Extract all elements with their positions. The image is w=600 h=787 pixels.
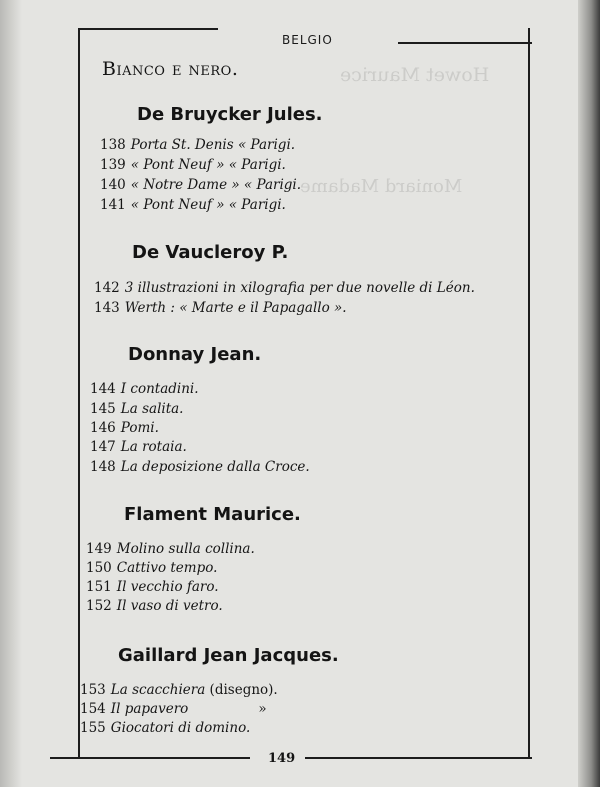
page-number: 149 — [268, 751, 296, 766]
entry-note: (disegno). — [209, 682, 278, 698]
artist-heading: Donnay Jean. — [128, 344, 262, 365]
entry-title: Giocatori di domino. — [110, 720, 251, 736]
catalog-entry — [90, 381, 199, 397]
entry-number: 148 — [90, 459, 116, 475]
artist-heading: Flament Maurice. — [124, 504, 301, 525]
entry-number: 142 — [94, 280, 120, 296]
catalog-entry — [86, 541, 255, 557]
ditto-mark: » — [258, 701, 267, 717]
entry-title: Il vecchio faro. — [116, 579, 219, 595]
catalog-entry — [94, 280, 475, 296]
book-spine — [578, 0, 600, 787]
catalog-entry — [90, 420, 159, 436]
entry-title: 3 illustrazioni in xilografia per due novelle di Léon. — [124, 280, 475, 296]
entry-title: La rotaia. — [120, 439, 187, 455]
catalog-entry — [100, 137, 295, 153]
entry-number: 146 — [90, 420, 116, 436]
catalog-entry — [100, 157, 286, 173]
show-through-text: Moniard Madame — [300, 176, 463, 197]
frame-rule-bottom-right — [305, 757, 532, 759]
entry-number: 144 — [90, 381, 116, 397]
entry-number: 140 — [100, 177, 126, 193]
entry-title: I contadini. — [120, 381, 199, 397]
catalog-entry — [90, 401, 183, 417]
entry-title: La salita. — [120, 401, 184, 417]
running-head: BELGIO — [282, 33, 333, 47]
entry-number: 149 — [86, 541, 112, 557]
entry-title: Il vaso di vetro. — [116, 598, 223, 614]
catalog-entry — [94, 300, 347, 316]
entry-number: 147 — [90, 439, 116, 455]
entry-number: 145 — [90, 401, 116, 417]
entry-title: Il papavero — [110, 701, 189, 717]
artist-heading: Gaillard Jean Jacques. — [118, 645, 339, 666]
entry-title: Pomi. — [120, 420, 159, 436]
catalog-entry — [86, 560, 217, 576]
entry-number: 151 — [86, 579, 112, 595]
entry-number: 154 — [80, 701, 106, 717]
catalog-entry — [86, 579, 219, 595]
entry-number: 153 — [80, 682, 106, 698]
artist-heading: De Bruycker Jules. — [137, 104, 323, 125]
entry-title: La deposizione dalla Croce. — [120, 459, 310, 475]
entry-title: « Pont Neuf » « Parigi. — [130, 197, 286, 213]
show-through-text: Howet Maurice — [340, 64, 490, 86]
section-title: Bianco e nero. — [102, 58, 239, 80]
catalog-entry — [80, 682, 278, 698]
entry-number: 150 — [86, 560, 112, 576]
artist-heading: De Vaucleroy P. — [132, 242, 289, 263]
catalog-entry — [100, 177, 301, 193]
entry-title: Porta St. Denis « Parigi. — [130, 137, 296, 153]
entry-title: « Notre Dame » « Parigi. — [130, 177, 302, 193]
entry-number: 141 — [100, 197, 126, 213]
catalog-entry — [86, 598, 223, 614]
entry-title: La scacchiera — [110, 682, 206, 698]
catalog-entry — [100, 197, 286, 213]
entry-number: 143 — [94, 300, 120, 316]
entry-title: Cattivo tempo. — [116, 560, 218, 576]
catalog-entry — [80, 701, 267, 717]
entry-title: « Pont Neuf » « Parigi. — [130, 157, 286, 173]
catalog-entry — [90, 459, 310, 475]
frame-rule-bottom-left — [50, 757, 250, 759]
entry-number: 138 — [100, 137, 126, 153]
entry-title: Molino sulla collina. — [116, 541, 255, 557]
entry-title: Werth : « Marte e il Papagallo ». — [124, 300, 347, 316]
entry-number: 155 — [80, 720, 106, 736]
catalog-entry — [80, 720, 250, 736]
entry-number: 139 — [100, 157, 126, 173]
catalog-entry — [90, 439, 187, 455]
entry-number: 152 — [86, 598, 112, 614]
